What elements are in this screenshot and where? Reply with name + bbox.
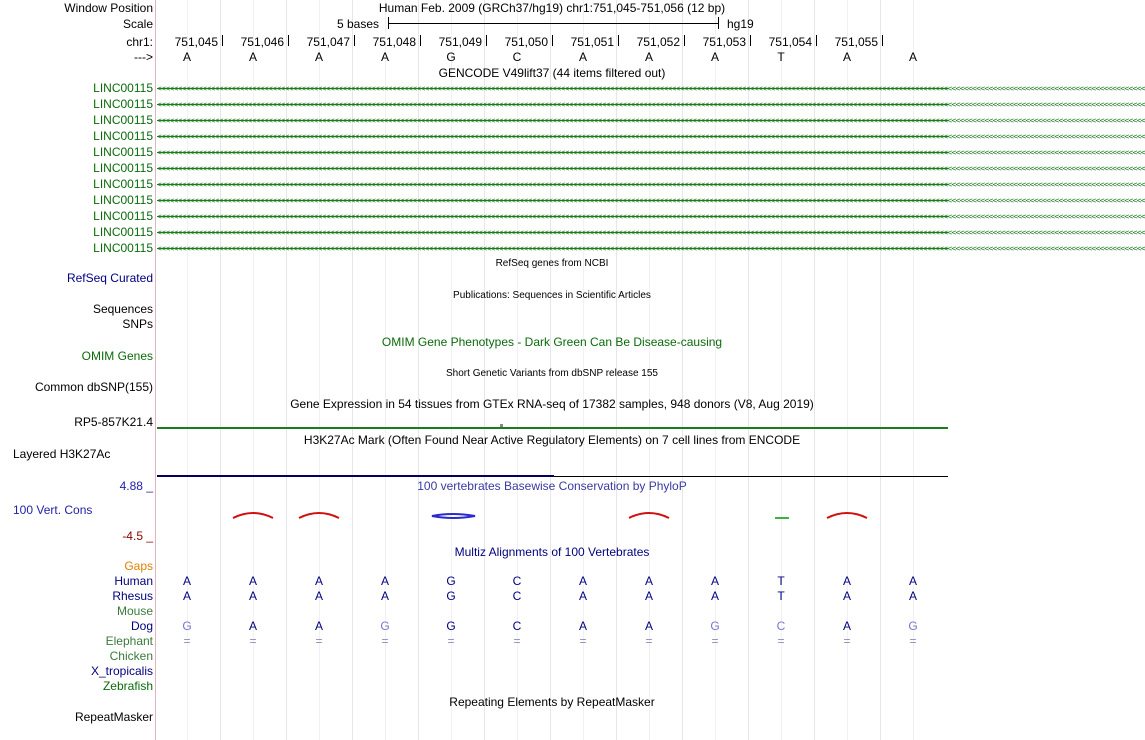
aligned-base: A (314, 574, 323, 588)
aligned-base: A (644, 574, 653, 588)
aligned-base: A (248, 589, 257, 603)
gene-strand-arrows: <<<<<<<<<<<<<<<<<<<<<<<<<<<<<<<<<<<<<<<<<<<<<<<<<<<<<<<<<<<<<<<<<<<<<<<<<<<<<<<<<<<<<<<<<<<<<<<<<<<<<<<<<<<<<<<<<<<<<<<<<<<<<<<<<<<<<<<<<<<<<<<<<<<<<<<<<<<<<<<<<<<<<<<<<<<<<<<<<<<<<<<<<<<<<<<<<<<<<<<<<<<<<<<<<<<<<<<<<<<<<<<<<<<<<<<<<<<<<<<< (157, 244, 1145, 253)
coordinate-label: 751,052 (636, 35, 680, 49)
species-label-mouse[interactable]: Mouse (116, 604, 153, 618)
coordinate-label: 751,045 (174, 35, 218, 49)
gene-label-linc00115[interactable]: LINC00115 (93, 193, 153, 207)
aligned-base: A (578, 619, 587, 633)
coordinate-label: 751,048 (372, 35, 416, 49)
gene-strand-arrows: <<<<<<<<<<<<<<<<<<<<<<<<<<<<<<<<<<<<<<<<<<<<<<<<<<<<<<<<<<<<<<<<<<<<<<<<<<<<<<<<<<<<<<<<<<<<<<<<<<<<<<<<<<<<<<<<<<<<<<<<<<<<<<<<<<<<<<<<<<<<<<<<<<<<<<<<<<<<<<<<<<<<<<<<<<<<<<<<<<<<<<<<<<<<<<<<<<<<<<<<<<<<<<<<<<<<<<<<<<<<<<<<<<<<<<<<<<<<<<<< (157, 212, 1145, 221)
phylop-peak (629, 513, 669, 518)
h3k27ac-track-label[interactable]: Layered H3K27Ac (13, 447, 111, 461)
gene-strand-arrows: <<<<<<<<<<<<<<<<<<<<<<<<<<<<<<<<<<<<<<<<<<<<<<<<<<<<<<<<<<<<<<<<<<<<<<<<<<<<<<<<<<<<<<<<<<<<<<<<<<<<<<<<<<<<<<<<<<<<<<<<<<<<<<<<<<<<<<<<<<<<<<<<<<<<<<<<<<<<<<<<<<<<<<<<<<<<<<<<<<<<<<<<<<<<<<<<<<<<<<<<<<<<<<<<<<<<<<<<<<<<<<<<<<<<<<<<<<<<<<<< (157, 180, 1145, 189)
column-guide (682, 0, 683, 740)
aligned-base: = (711, 634, 719, 648)
coordinate-label: 751,051 (570, 35, 614, 49)
aligned-base: G (446, 574, 456, 588)
scale-value: 5 bases (337, 17, 380, 31)
gene-strand-arrows: <<<<<<<<<<<<<<<<<<<<<<<<<<<<<<<<<<<<<<<<<<<<<<<<<<<<<<<<<<<<<<<<<<<<<<<<<<<<<<<<<<<<<<<<<<<<<<<<<<<<<<<<<<<<<<<<<<<<<<<<<<<<<<<<<<<<<<<<<<<<<<<<<<<<<<<<<<<<<<<<<<<<<<<<<<<<<<<<<<<<<<<<<<<<<<<<<<<<<<<<<<<<<<<<<<<<<<<<<<<<<<<<<<<<<<<<<<<<<<<< (157, 196, 1145, 205)
coordinate-tick (486, 35, 487, 46)
gene-label-linc00115[interactable]: LINC00115 (93, 97, 153, 111)
gtex-track-label[interactable]: RP5-857K21.4 (74, 415, 153, 429)
aligned-base: = (579, 634, 587, 648)
aligned-base: A (644, 589, 653, 603)
species-label-gaps[interactable]: Gaps (124, 559, 153, 573)
conservation-track-label[interactable]: 100 Vert. Cons (13, 503, 93, 517)
aligned-base: A (842, 619, 851, 633)
conservation-track-title[interactable]: 100 vertebrates Basewise Conservation by PhyloP (417, 479, 687, 493)
aligned-base: A (182, 589, 191, 603)
scale-label: Scale (122, 17, 153, 31)
aligned-base: G (446, 619, 456, 633)
base-letter: A (842, 50, 851, 64)
phylop-peak (827, 513, 867, 518)
column-guide (880, 0, 881, 740)
aligned-base: A (182, 574, 191, 588)
aligned-base: A (908, 574, 917, 588)
scale-assembly: hg19 (727, 17, 754, 31)
gene-strand-arrows: <<<<<<<<<<<<<<<<<<<<<<<<<<<<<<<<<<<<<<<<<<<<<<<<<<<<<<<<<<<<<<<<<<<<<<<<<<<<<<<<<<<<<<<<<<<<<<<<<<<<<<<<<<<<<<<<<<<<<<<<<<<<<<<<<<<<<<<<<<<<<<<<<<<<<<<<<<<<<<<<<<<<<<<<<<<<<<<<<<<<<<<<<<<<<<<<<<<<<<<<<<<<<<<<<<<<<<<<<<<<<<<<<<<<<<<<<<<<<<<< (157, 132, 1145, 141)
h3k27ac-track-title[interactable]: H3K27Ac Mark (Often Found Near Active Regulatory Elements) on 7 cell lines from ENCODE (303, 433, 801, 447)
gene-label-linc00115[interactable]: LINC00115 (93, 209, 153, 223)
aligned-base: = (909, 634, 917, 648)
aligned-base: C (512, 574, 522, 588)
phylop-dip (432, 514, 475, 518)
aligned-base: A (842, 574, 851, 588)
gene-strand-arrows: <<<<<<<<<<<<<<<<<<<<<<<<<<<<<<<<<<<<<<<<<<<<<<<<<<<<<<<<<<<<<<<<<<<<<<<<<<<<<<<<<<<<<<<<<<<<<<<<<<<<<<<<<<<<<<<<<<<<<<<<<<<<<<<<<<<<<<<<<<<<<<<<<<<<<<<<<<<<<<<<<<<<<<<<<<<<<<<<<<<<<<<<<<<<<<<<<<<<<<<<<<<<<<<<<<<<<<<<<<<<<<<<<<<<<<<<<<<<<<<< (157, 116, 1145, 125)
species-label-zebrafish[interactable]: Zebrafish (102, 679, 153, 693)
aligned-base: A (908, 589, 917, 603)
scale-bar-left-tick (388, 17, 389, 29)
gene-strand-arrows: <<<<<<<<<<<<<<<<<<<<<<<<<<<<<<<<<<<<<<<<<<<<<<<<<<<<<<<<<<<<<<<<<<<<<<<<<<<<<<<<<<<<<<<<<<<<<<<<<<<<<<<<<<<<<<<<<<<<<<<<<<<<<<<<<<<<<<<<<<<<<<<<<<<<<<<<<<<<<<<<<<<<<<<<<<<<<<<<<<<<<<<<<<<<<<<<<<<<<<<<<<<<<<<<<<<<<<<<<<<<<<<<<<<<<<<<<<<<<<<< (157, 164, 1145, 173)
gene-label-linc00115[interactable]: LINC00115 (93, 129, 153, 143)
gene-label-linc00115[interactable]: LINC00115 (93, 145, 153, 159)
aligned-base: = (249, 634, 257, 648)
coordinate-tick (684, 35, 685, 46)
column-guide (748, 0, 749, 740)
aligned-base: = (447, 634, 455, 648)
column-guide (220, 0, 221, 740)
h3k27ac-baseline (554, 476, 948, 477)
aligned-base: T (777, 589, 785, 603)
dbsnp-track-title[interactable]: Short Genetic Variants from dbSNP release 155 (446, 368, 658, 379)
aligned-base: A (380, 589, 389, 603)
gtex-gene-line[interactable] (157, 427, 948, 429)
label-divider (155, 0, 156, 740)
column-guide (814, 0, 815, 740)
gene-label-linc00115[interactable]: LINC00115 (93, 81, 153, 95)
phylop-peak (299, 513, 339, 518)
coordinate-tick (222, 35, 223, 46)
publications-track-title[interactable]: Publications: Sequences in Scientific Articles (453, 290, 651, 301)
repeatmasker-track-title[interactable]: Repeating Elements by RepeatMasker (449, 695, 655, 709)
refseq-track-title[interactable]: RefSeq genes from NCBI (495, 258, 609, 269)
conservation-max-label: 4.88 _ (119, 479, 153, 493)
base-letter: A (908, 50, 917, 64)
aligned-base: A (314, 619, 323, 633)
coordinate-label: 751,046 (240, 35, 284, 49)
multiz-track-title[interactable]: Multiz Alignments of 100 Vertebrates (454, 545, 650, 559)
chrom-label: chr1: (126, 35, 153, 49)
aligned-base: A (314, 589, 323, 603)
aligned-base: = (513, 634, 521, 648)
sequences-track-label[interactable]: Sequences (92, 302, 153, 316)
aligned-base: = (843, 634, 851, 648)
gene-strand-arrows: <<<<<<<<<<<<<<<<<<<<<<<<<<<<<<<<<<<<<<<<<<<<<<<<<<<<<<<<<<<<<<<<<<<<<<<<<<<<<<<<<<<<<<<<<<<<<<<<<<<<<<<<<<<<<<<<<<<<<<<<<<<<<<<<<<<<<<<<<<<<<<<<<<<<<<<<<<<<<<<<<<<<<<<<<<<<<<<<<<<<<<<<<<<<<<<<<<<<<<<<<<<<<<<<<<<<<<<<<<<<<<<<<<<<<<<<<<<<<<<< (157, 148, 1145, 157)
column-guide (286, 0, 287, 740)
gene-label-linc00115[interactable]: LINC00115 (93, 113, 153, 127)
omim-track-title[interactable]: OMIM Gene Phenotypes - Dark Green Can Be Disease-causing (381, 335, 723, 349)
scale-bar (388, 23, 719, 24)
refseq-track-label[interactable]: RefSeq Curated (66, 271, 153, 285)
scale-bar-right-tick (718, 17, 719, 29)
aligned-base: A (644, 619, 653, 633)
base-letter: A (380, 50, 389, 64)
gene-label-linc00115[interactable]: LINC00115 (93, 161, 153, 175)
base-letter: T (777, 50, 785, 64)
coordinate-label: 751,055 (834, 35, 878, 49)
column-guide (352, 0, 353, 740)
base-letter: A (578, 50, 587, 64)
species-label-x_tropicalis[interactable]: X_tropicalis (90, 664, 153, 678)
base-letter: C (512, 50, 522, 64)
gene-label-linc00115[interactable]: LINC00115 (93, 177, 153, 191)
species-label-rhesus[interactable]: Rhesus (112, 589, 153, 603)
base-letter: A (710, 50, 719, 64)
aligned-base: T (777, 574, 785, 588)
coordinate-label: 751,049 (438, 35, 482, 49)
gtex-track-title[interactable]: Gene Expression in 54 tissues from GTEx RNA-seq of 17382 samples, 948 donors (V8, Aug 2019) (290, 397, 814, 411)
base-letter: G (446, 50, 456, 64)
species-label-dog[interactable]: Dog (130, 619, 153, 633)
species-label-chicken[interactable]: Chicken (109, 649, 153, 663)
coordinate-label: 751,053 (702, 35, 746, 49)
coordinate-tick (750, 35, 751, 46)
phylop-wiggle[interactable] (157, 508, 948, 524)
window-position-label: Window Position (64, 1, 153, 15)
conservation-min-label: -4.5 _ (122, 529, 153, 543)
aligned-base: = (645, 634, 653, 648)
base-letter: A (248, 50, 257, 64)
gene-label-linc00115[interactable]: LINC00115 (93, 225, 153, 239)
strand-label: ---> (134, 50, 153, 64)
species-label-elephant[interactable]: Elephant (105, 634, 153, 648)
coordinate-tick (882, 35, 883, 46)
base-letter: A (314, 50, 323, 64)
aligned-base: G (182, 619, 192, 633)
base-letter: A (182, 50, 191, 64)
coordinate-tick (552, 35, 553, 46)
aligned-base: G (380, 619, 390, 633)
base-letter: A (644, 50, 653, 64)
coordinate-tick (288, 35, 289, 46)
aligned-base: A (842, 589, 851, 603)
gtex-marker (500, 424, 503, 427)
aligned-base: A (710, 589, 719, 603)
aligned-base: A (248, 574, 257, 588)
aligned-base: = (777, 634, 785, 648)
aligned-base: = (183, 634, 191, 648)
gene-strand-arrows: <<<<<<<<<<<<<<<<<<<<<<<<<<<<<<<<<<<<<<<<<<<<<<<<<<<<<<<<<<<<<<<<<<<<<<<<<<<<<<<<<<<<<<<<<<<<<<<<<<<<<<<<<<<<<<<<<<<<<<<<<<<<<<<<<<<<<<<<<<<<<<<<<<<<<<<<<<<<<<<<<<<<<<<<<<<<<<<<<<<<<<<<<<<<<<<<<<<<<<<<<<<<<<<<<<<<<<<<<<<<<<<<<<<<<<<<<<<<<<<< (157, 228, 1145, 237)
dbsnp-track-label[interactable]: Common dbSNP(155) (34, 380, 153, 394)
aligned-base: = (381, 634, 389, 648)
window-position-value: Human Feb. 2009 (GRCh37/hg19) chr1:751,045-751,056 (12 bp) (378, 1, 726, 15)
gene-strand-arrows: <<<<<<<<<<<<<<<<<<<<<<<<<<<<<<<<<<<<<<<<<<<<<<<<<<<<<<<<<<<<<<<<<<<<<<<<<<<<<<<<<<<<<<<<<<<<<<<<<<<<<<<<<<<<<<<<<<<<<<<<<<<<<<<<<<<<<<<<<<<<<<<<<<<<<<<<<<<<<<<<<<<<<<<<<<<<<<<<<<<<<<<<<<<<<<<<<<<<<<<<<<<<<<<<<<<<<<<<<<<<<<<<<<<<<<<<<<<<<<<< (157, 84, 1145, 93)
omim-track-label[interactable]: OMIM Genes (81, 349, 153, 363)
aligned-base: A (710, 574, 719, 588)
aligned-base: C (776, 619, 786, 633)
aligned-base: A (578, 574, 587, 588)
phylop-peak (233, 513, 273, 518)
repeatmasker-track-label[interactable]: RepeatMasker (74, 710, 153, 724)
snps-track-label[interactable]: SNPs (122, 317, 153, 331)
aligned-base: A (578, 589, 587, 603)
aligned-base: C (512, 619, 522, 633)
aligned-base: A (248, 619, 257, 633)
coordinate-tick (816, 35, 817, 46)
coordinate-label: 751,054 (768, 35, 812, 49)
aligned-base: G (908, 619, 918, 633)
coordinate-label: 751,047 (306, 35, 350, 49)
coordinate-label: 751,050 (504, 35, 548, 49)
coordinate-tick (618, 35, 619, 46)
species-label-human[interactable]: Human (114, 574, 153, 588)
gene-label-linc00115[interactable]: LINC00115 (93, 241, 153, 255)
coordinate-tick (420, 35, 421, 46)
aligned-base: G (446, 589, 456, 603)
aligned-base: C (512, 589, 522, 603)
aligned-base: A (380, 574, 389, 588)
coordinate-tick (354, 35, 355, 46)
aligned-base: G (710, 619, 720, 633)
gene-strand-arrows: <<<<<<<<<<<<<<<<<<<<<<<<<<<<<<<<<<<<<<<<<<<<<<<<<<<<<<<<<<<<<<<<<<<<<<<<<<<<<<<<<<<<<<<<<<<<<<<<<<<<<<<<<<<<<<<<<<<<<<<<<<<<<<<<<<<<<<<<<<<<<<<<<<<<<<<<<<<<<<<<<<<<<<<<<<<<<<<<<<<<<<<<<<<<<<<<<<<<<<<<<<<<<<<<<<<<<<<<<<<<<<<<<<<<<<<<<<<<<<<< (157, 100, 1145, 109)
h3k27ac-signal-bar[interactable] (157, 475, 554, 477)
column-guide (418, 0, 419, 740)
gencode-track-title[interactable]: GENCODE V49lift37 (44 items filtered out) (438, 66, 666, 80)
aligned-base: = (315, 634, 323, 648)
